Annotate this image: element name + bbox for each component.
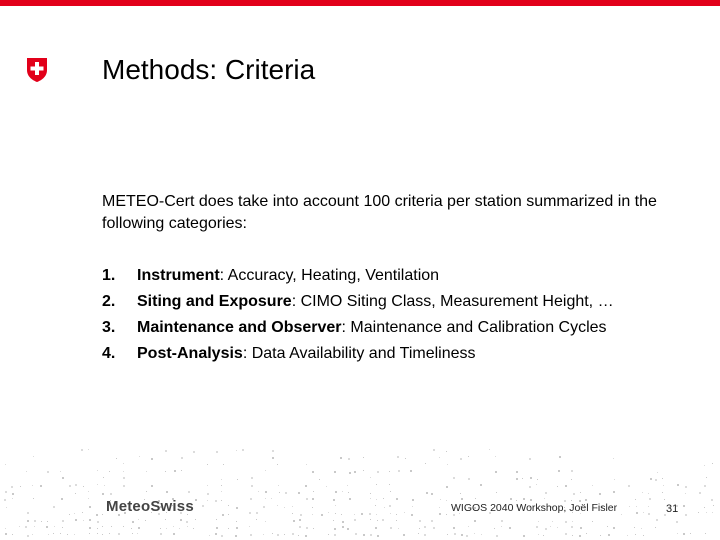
top-accent-bar (0, 0, 720, 6)
criteria-item (102, 341, 614, 367)
criteria-details: : CIMO Siting Class, Measurement Height, … (291, 293, 614, 310)
criteria-number: 1. (102, 267, 116, 284)
meteoswiss-logo: MeteoSwiss (106, 498, 194, 515)
criteria-category: Post-Analysis (137, 345, 243, 362)
criteria-details: : Data Availability and Timeliness (242, 345, 476, 362)
criteria-item (102, 315, 614, 341)
page-number: 31 (666, 503, 679, 515)
footer-caption: WIGOS 2040 Workshop, Joël Fisler (451, 502, 618, 514)
criteria-category: Siting and Exposure (137, 293, 292, 310)
criteria-number: 4. (102, 345, 116, 362)
swiss-cross-icon (26, 57, 48, 83)
criteria-category: Instrument (137, 267, 220, 284)
criteria-number: 3. (102, 319, 116, 336)
criteria-list (102, 263, 614, 367)
dot-pattern-decoration (0, 445, 720, 540)
criteria-item (102, 263, 614, 289)
criteria-details: : Accuracy, Heating, Ventilation (219, 267, 440, 284)
criteria-details: : Maintenance and Calibration Cycles (341, 319, 607, 336)
criteria-number: 2. (102, 293, 116, 310)
criteria-category: Maintenance and Observer (137, 319, 342, 336)
page-title: Methods: Criteria (102, 54, 316, 85)
intro-paragraph: METEO-Cert does take into account 100 criteria per station summarized in the following categories: (102, 193, 657, 232)
criteria-item (102, 289, 614, 315)
